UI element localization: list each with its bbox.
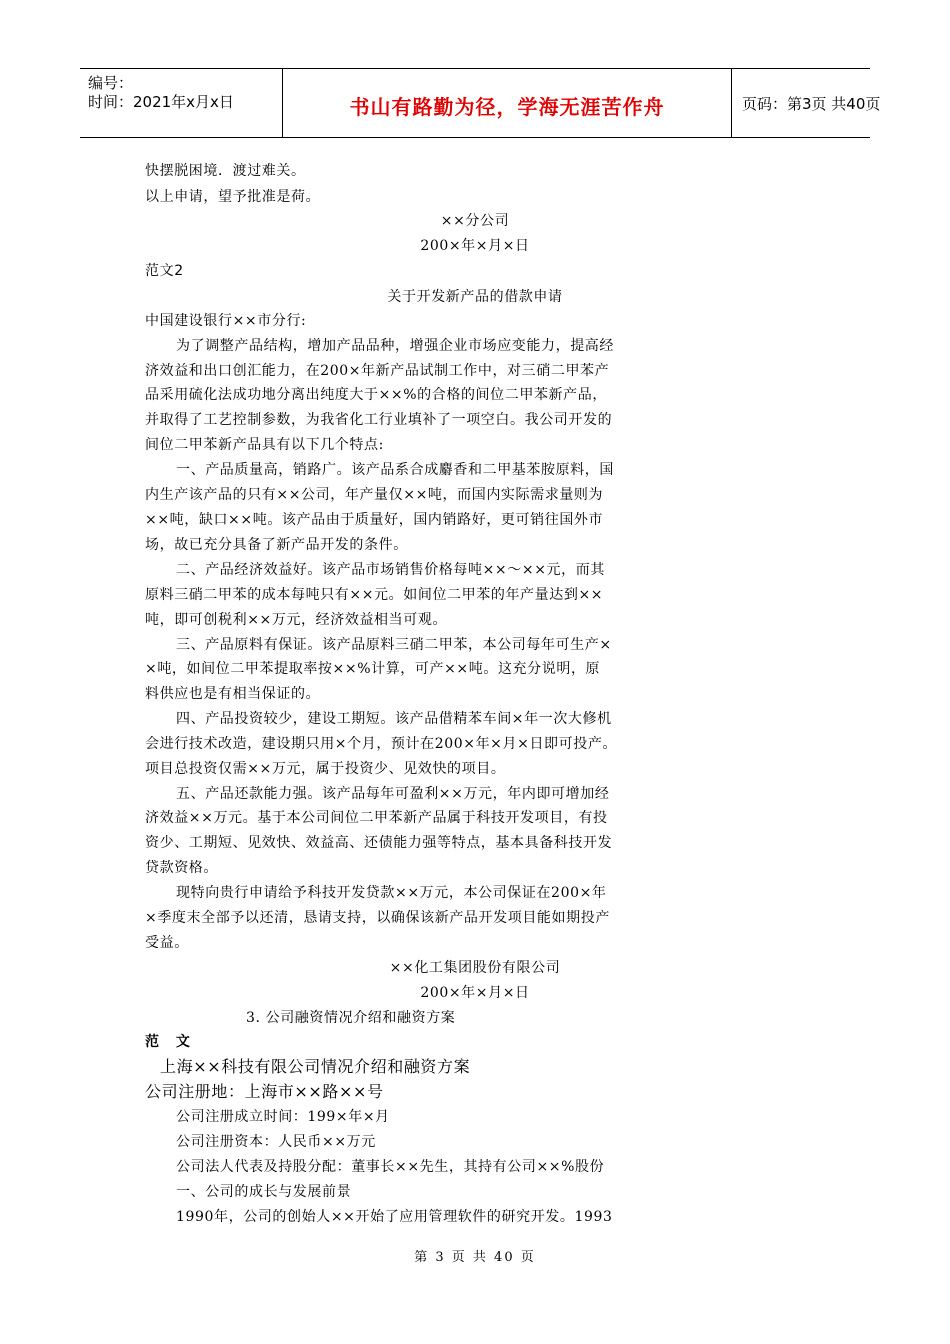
- motto-text: 书山有路勤为径，学海无涯苦作舟: [349, 95, 665, 119]
- text-line: 料供应也是有相当保证的。: [145, 686, 321, 702]
- text-line: 受益。: [145, 935, 189, 951]
- text-line: ×季度末全部予以还清，恳请支持，以确保该新产品开发项目能如期投产: [145, 910, 610, 926]
- text-line: 原料三硝二甲苯的成本每吨只有××元。如间位二甲苯的年产量达到××: [145, 587, 604, 603]
- header-table: [80, 68, 881, 138]
- text-line: 并取得了工艺控制参数，为我省化工行业填补了一项空白。我公司开发的: [145, 412, 613, 428]
- signature-date: 200×年×月×日: [420, 985, 530, 1001]
- text-line: 济效益××万元。基于本公司间位二甲苯新产品属于科技开发项目，有投: [145, 810, 608, 826]
- page-info: 页码：第3页 共40页: [742, 95, 881, 113]
- text-line: 贷款资格。: [145, 860, 218, 876]
- text-line: 品采用硫化法成功地分离出纯度大于××%的合格的间位二甲苯新产品，: [145, 387, 607, 403]
- document-title: 关于开发新产品的借款申请: [387, 289, 563, 305]
- text-line: 会进行技术改造，建设期只用×个月，预计在200×年×月×日即可投产。: [145, 736, 618, 752]
- text-line: 内生产该产品的只有××公司，年产量仅××吨，而国内实际需求量则为: [145, 487, 604, 503]
- text-line: 四、产品投资较少，建设工期短。该产品借精苯车间×年一次大修机: [176, 711, 612, 727]
- text-line: ××吨，缺口××吨。该产品由于质量好，国内销路好，更可销往国外市: [145, 512, 604, 528]
- section-label: 范文2: [145, 263, 184, 279]
- text-line: 一、公司的成长与发展前景: [176, 1184, 352, 1200]
- signature-company: ××分公司: [440, 213, 510, 229]
- text-line: 快摆脱困境．渡过难关。: [145, 163, 306, 179]
- text-line: 1990年，公司的创始人××开始了应用管理软件的研究开发。1993: [176, 1209, 613, 1225]
- number-label: 编号：: [88, 74, 134, 92]
- text-line: 现特向贵行申请给予科技开发贷款××万元，本公司保证在200×年: [176, 885, 607, 901]
- text-line: 以上申请，望予批准是荷。: [145, 189, 321, 205]
- text-line: 公司注册地：上海市××路××号: [145, 1082, 384, 1101]
- text-line: 资少、工期短、见效快、效益高、还债能力强等特点，基本具备科技开发: [145, 835, 613, 851]
- page-footer: 第 3 页 共 40 页: [414, 1250, 536, 1265]
- signature-date: 200×年×月×日: [420, 238, 530, 254]
- text-line: 公司注册成立时间：199×年×月: [176, 1109, 390, 1125]
- text-line: 五、产品还款能力强。该产品每年可盈利××万元，年内即可增加经: [176, 786, 610, 802]
- text-line: 间位二甲苯新产品具有以下几个特点:: [145, 437, 384, 453]
- salutation: 中国建设银行××市分行:: [145, 313, 307, 329]
- text-line: 吨，即可创税利××万元，经济效益相当可观。: [145, 612, 448, 628]
- text-line: 三、产品原料有保证。该产品原料三硝二甲苯，本公司每年可生产×: [176, 637, 612, 653]
- text-line: ×吨，如间位二甲苯提取率按××%计算，可产××吨。这充分说明，原: [145, 661, 601, 677]
- section-heading: 3. 公司融资情况介绍和融资方案: [246, 1010, 456, 1026]
- text-line: 二、产品经济效益好。该产品市场销售价格每吨××～××元，而其: [176, 562, 605, 578]
- header-motto-cell: [283, 69, 732, 137]
- text-line: 场，故已充分具备了新产品开发的条件。: [145, 537, 408, 553]
- signature-company: ××化工集团股份有限公司: [389, 960, 561, 976]
- text-line: 项目总投资仅需××万元，属于投资少、见效快的项目。: [145, 761, 506, 777]
- text-line: 公司法人代表及持股分配：董事长××先生，其持有公司××%股份: [176, 1159, 605, 1175]
- header-meta-cell: [80, 69, 283, 137]
- section-title: 上海××科技有限公司情况介绍和融资方案: [160, 1057, 471, 1076]
- section-label: 范 文: [145, 1034, 196, 1050]
- header-page-cell: [732, 69, 881, 137]
- text-line: 公司注册资本：人民币××万元: [176, 1134, 376, 1150]
- text-line: 为了调整产品结构，增加产品品种，增强企业市场应变能力，提高经: [176, 338, 614, 354]
- text-line: 济效益和出口创汇能力，在200×年新产品试制工作中，对三硝二甲苯产: [145, 363, 610, 379]
- text-line: 一、产品质量高，销路广。该产品系合成麝香和二甲基苯胺原料，国: [176, 462, 614, 478]
- date-label: 时间：2021年x月x日: [88, 93, 234, 111]
